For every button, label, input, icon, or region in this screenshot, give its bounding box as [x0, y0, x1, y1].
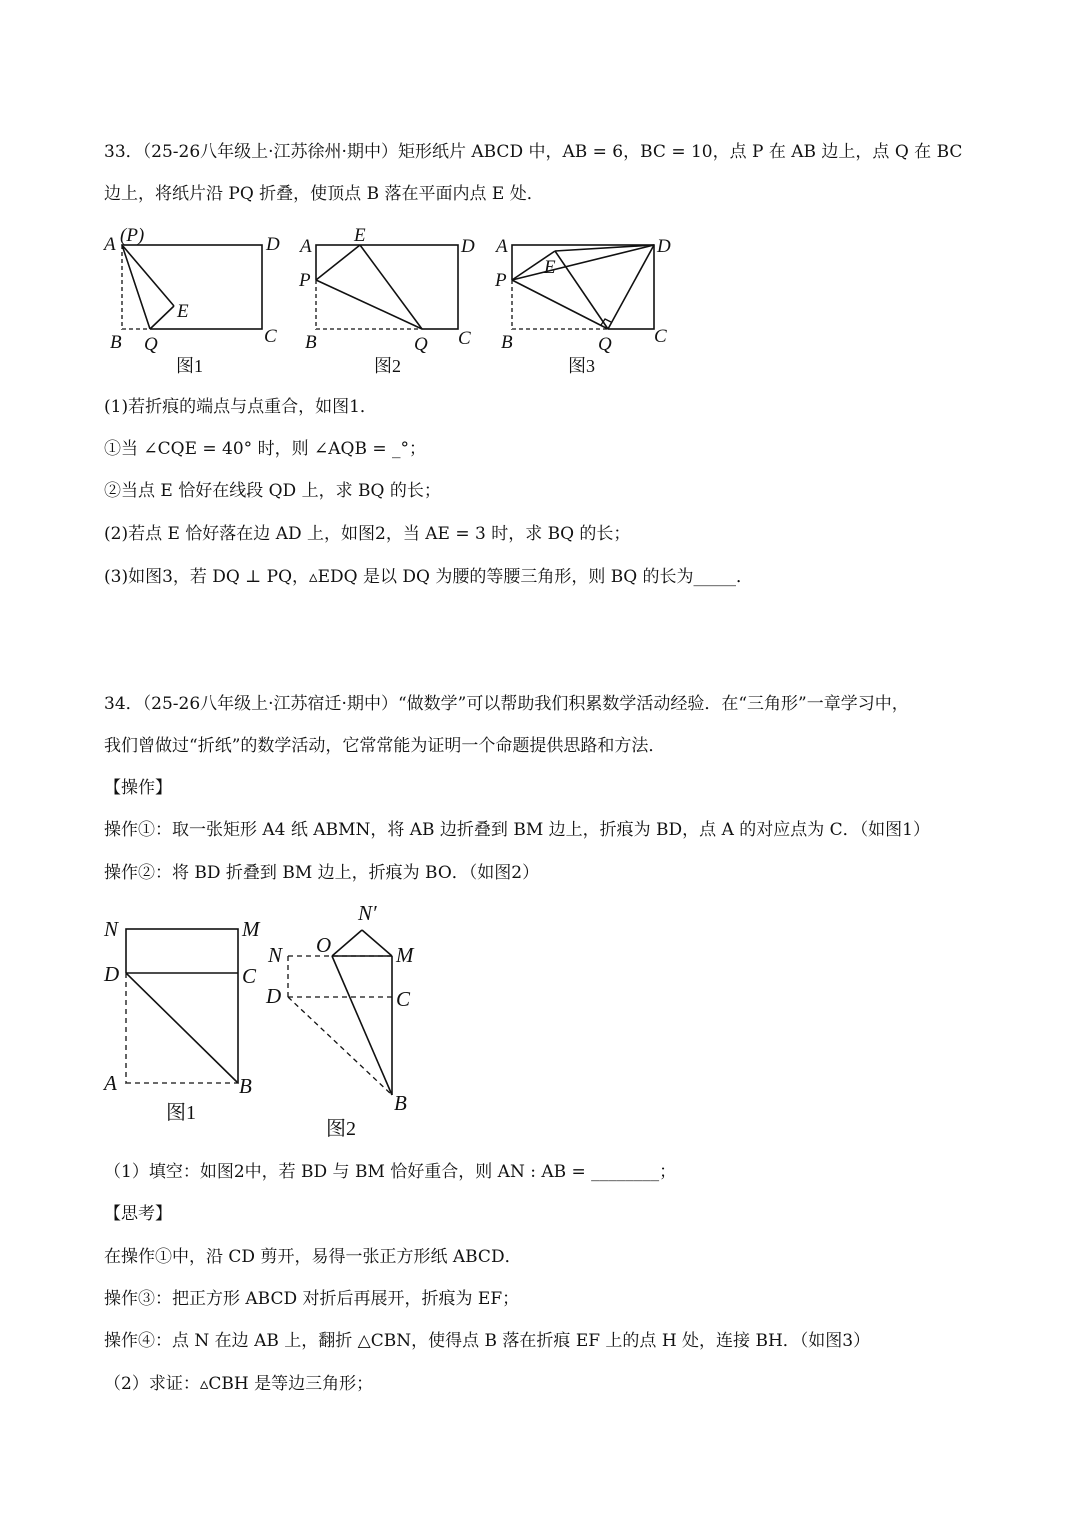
- q33-stem-line-2: 边上，将纸片沿 PQ 折叠，使顶点 B 落在平面内点 E 处．: [104, 184, 544, 204]
- q34-heading-operation: 【操作】: [104, 778, 172, 798]
- q33-part-1-sub-1: ①当 ∠CQE = 40° 时，则 ∠AQB = _°；: [104, 439, 426, 459]
- q34-part-2: （2）求证：▵CBH 是等边三角形；: [104, 1374, 374, 1394]
- label-C: C: [654, 326, 667, 347]
- label-A: A: [300, 236, 312, 257]
- label-B: B: [394, 1091, 407, 1115]
- q33-figure-3: [492, 222, 692, 382]
- q33-part-3: (3)如图3，若 DQ ⊥ PQ，▵EDQ 是以 DQ 为腰的等腰三角形，则 BQ 的长为_____．: [104, 567, 754, 587]
- q34-operation-2: 操作②：将 BD 折叠到 BM 边上，折痕为 BO．（如图2）: [104, 863, 540, 883]
- label-B: B: [239, 1074, 252, 1098]
- label-M: M: [396, 943, 414, 967]
- q33-figure-2: [296, 222, 496, 382]
- q33-figure-1: [100, 222, 300, 382]
- q34-stem-line-1: 34．（25-26八年级上·江苏宿迁·期中）“做数学”可以帮助我们积累数学活动经验．在“三角形”一章学习中，: [104, 694, 909, 714]
- label-Q: Q: [144, 334, 158, 355]
- label-N: N: [268, 943, 283, 967]
- figure-caption: 图3: [568, 356, 595, 376]
- label-B: B: [110, 332, 122, 353]
- q33-stem-line-1: 33．（25-26八年级上·江苏徐州·期中）矩形纸片 ABCD 中，AB = 6，BC = 10，点 P 在 AB 边上，点 Q 在 BC: [104, 142, 963, 162]
- q34-figure-2: [262, 900, 442, 1145]
- q33-part-1-sub-2: ②当点 E 恰好在线段 QD 上，求 BQ 的长；: [104, 481, 441, 501]
- label-P: P: [299, 270, 311, 291]
- q34-figure-1: [100, 905, 280, 1130]
- label-Q: Q: [414, 334, 428, 355]
- label-D: D: [657, 236, 671, 257]
- q33-part-1: (1)若折痕的端点与点重合，如图1．: [104, 397, 377, 417]
- q34-operation-3: 操作③：把正方形 ABCD 对折后再展开，折痕为 EF；: [104, 1289, 520, 1309]
- label-B: B: [305, 332, 317, 353]
- label-D: D: [266, 234, 280, 255]
- label-C: C: [458, 328, 471, 349]
- q34-think-1: 在操作①中，沿 CD 剪开，易得一张正方形纸 ABCD．: [104, 1247, 522, 1267]
- q34-operation-1: 操作①：取一张矩形 A4 纸 ABMN，将 AB 边折叠到 BM 边上，折痕为 BD，点 A 的对应点为 C．（如图1）: [104, 820, 930, 840]
- label-M: M: [242, 917, 260, 941]
- label-D: D: [104, 962, 120, 986]
- label-D: D: [266, 984, 282, 1008]
- q34-operation-4: 操作④：点 N 在边 AB 上，翻折 △CBN，使得点 B 落在折痕 EF 上的点 H 处，连接 BH．（如图3）: [104, 1331, 871, 1351]
- q34-stem-line-2: 我们曾做过“折纸”的数学活动，它常常能为证明一个命题提供思路和方法．: [104, 736, 666, 756]
- label-E: E: [544, 257, 556, 278]
- figure-caption: 图2: [326, 1118, 356, 1140]
- label-P: (P): [120, 225, 145, 246]
- label-N: N: [104, 917, 119, 941]
- label-C: C: [242, 964, 257, 988]
- q34-part-1: （1）填空：如图2中，若 BD 与 BM 恰好重合，则 AN : AB = ________；: [104, 1162, 677, 1182]
- q34-heading-think: 【思考】: [104, 1204, 172, 1224]
- label-A: A: [104, 1071, 117, 1095]
- figure-caption: 图1: [166, 1102, 196, 1124]
- label-E: E: [354, 225, 366, 246]
- label-E: E: [177, 301, 189, 322]
- label-B: B: [501, 332, 513, 353]
- label-C: C: [396, 987, 411, 1011]
- label-D: D: [461, 236, 475, 257]
- label-P: P: [495, 270, 507, 291]
- label-Q: Q: [598, 334, 612, 355]
- figure-caption: 图1: [176, 356, 203, 376]
- label-C: C: [264, 326, 277, 347]
- label-N-prime: N′: [358, 901, 377, 925]
- label-O: O: [316, 933, 332, 957]
- q33-part-2: (2)若点 E 恰好落在边 AD 上，如图2，当 AE = 3 时，求 BQ 的长；: [104, 524, 631, 544]
- figure-caption: 图2: [374, 356, 401, 376]
- label-A: A: [104, 234, 116, 255]
- label-A: A: [496, 236, 508, 257]
